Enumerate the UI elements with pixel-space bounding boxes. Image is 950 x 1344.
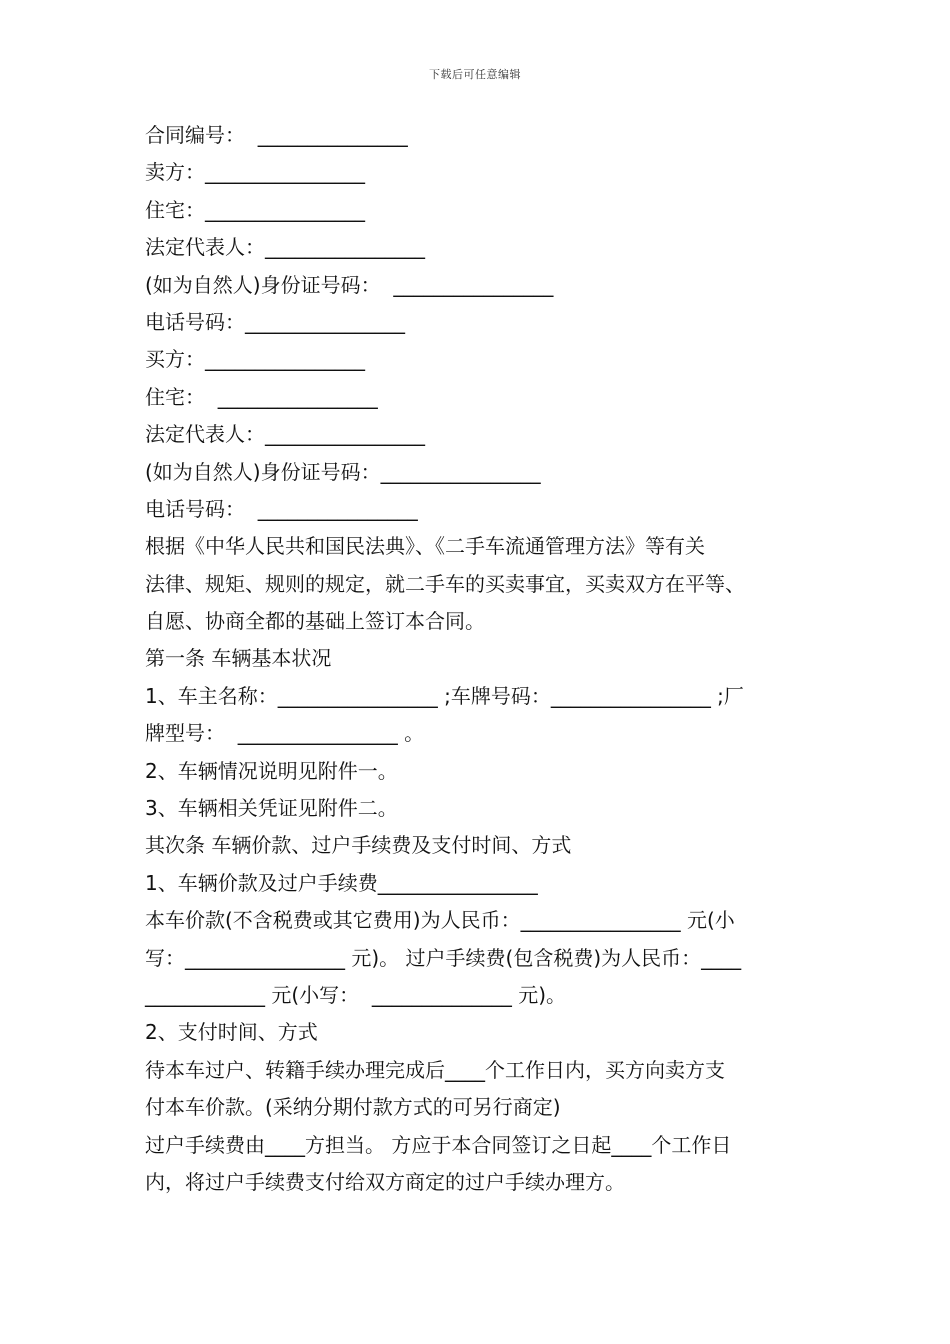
- clause-line: 本车价款(不含税费或其它费用)为人民币：________________ 元(小: [145, 908, 735, 933]
- buyer-address-line: 住宅： ________________: [145, 384, 378, 409]
- buyer-phone-line: 电话号码： ________________: [145, 496, 418, 521]
- preamble-line: 法律、规矩、规则的规定，就二手车的买卖事宜，买卖双方在平等、: [145, 571, 745, 596]
- clause-line: 1、车辆价款及过户手续费________________: [145, 870, 538, 895]
- preamble-line: 自愿、协商全都的基础上签订本合同。: [145, 609, 485, 634]
- clause-line: 2、车辆情况说明见附件一。: [145, 758, 398, 783]
- buyer-legal-rep-line: 法定代表人：________________: [145, 422, 425, 447]
- seller-id-number-line: (如为自然人)身份证号码： ________________: [145, 272, 554, 297]
- clause-line: 内，将过户手续费支付给双方商定的过户手续办理方。: [145, 1169, 625, 1194]
- contract-body: [145, 117, 835, 1201]
- seller-legal-rep-line: 法定代表人：________________: [145, 235, 425, 260]
- clause-line: 待本车过户、转籍手续办理完成后____个工作日内，买方向卖方支: [145, 1057, 725, 1082]
- seller-phone-line: 电话号码：________________: [145, 309, 405, 334]
- clause-line: 付本车价款。(采纳分期付款方式的可另行商定): [145, 1095, 561, 1120]
- clause-line: 2、支付时间、方式: [145, 1020, 318, 1045]
- clause-line: 写：________________ 元)。 过户手续费(包含税费)为人民币：____: [145, 945, 742, 970]
- buyer-id-number-line: (如为自然人)身份证号码：________________: [145, 459, 541, 484]
- clause-line: 1、车主名称：________________ ;车牌号码：________________ ;厂: [145, 683, 744, 708]
- clause-line: 牌型号： ________________ 。: [145, 721, 425, 746]
- clause-line: 过户手续费由____方担当。 方应于本合同签订之日起____个工作日: [145, 1132, 732, 1157]
- article-one-heading: 第一条 车辆基本状况: [145, 646, 332, 671]
- clause-line: ____________ 元(小写： ______________ 元)。: [145, 982, 567, 1007]
- contract-number-line: 合同编号： _______________: [145, 123, 408, 147]
- buyer-line: 买方：________________: [145, 347, 365, 372]
- header-note: 下载后可任意编辑: [429, 68, 521, 81]
- seller-address-line: 住宅：________________: [145, 197, 365, 222]
- article-two-heading: 其次条 车辆价款、过户手续费及支付时间、方式: [145, 833, 572, 858]
- clause-line: 3、车辆相关凭证见附件二。: [145, 796, 398, 821]
- preamble-line: 根据《中华人民共和国民法典》、《二手车流通管理方法》等有关: [145, 534, 705, 559]
- seller-line: 卖方：________________: [145, 160, 365, 185]
